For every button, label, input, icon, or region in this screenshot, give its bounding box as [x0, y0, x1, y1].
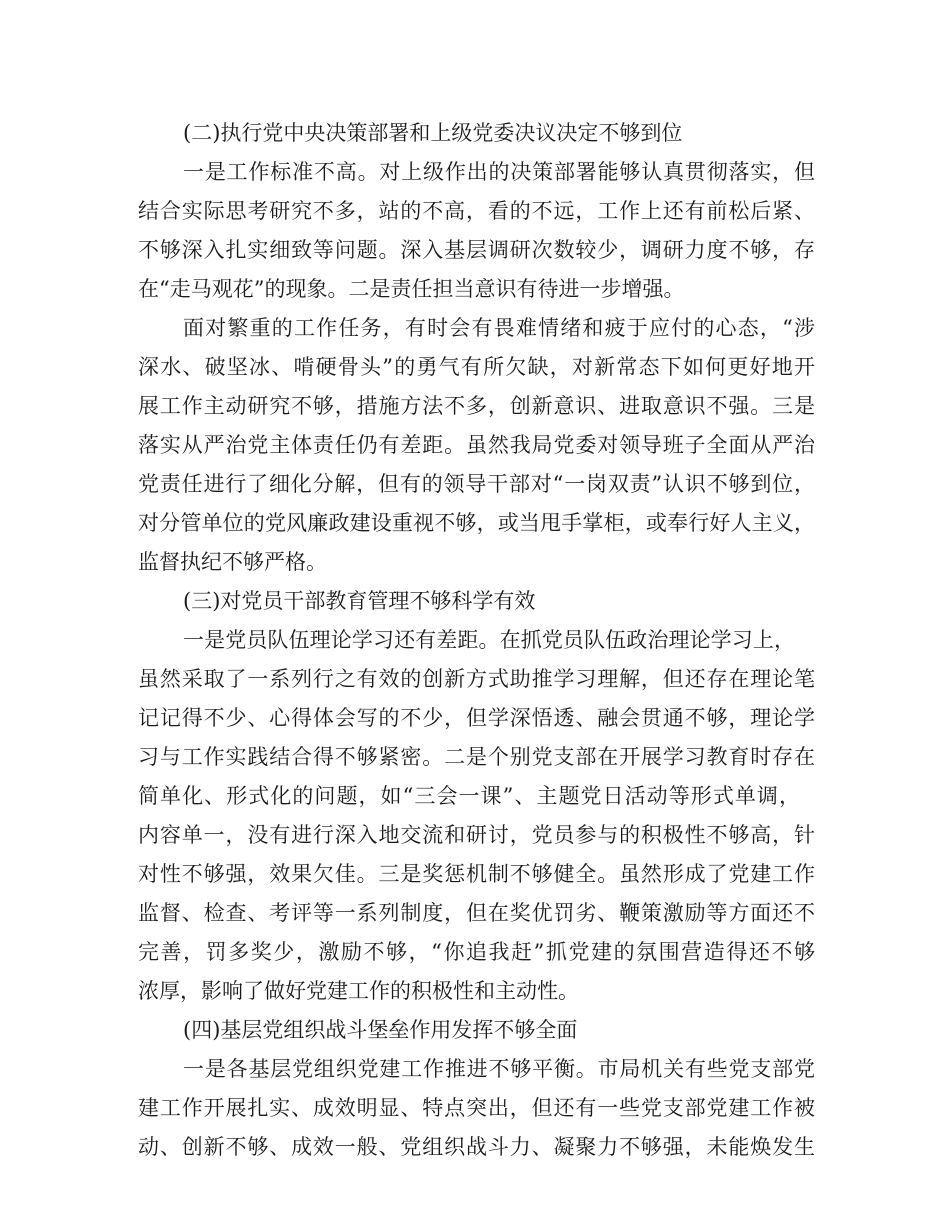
paragraph-line: 面对繁重的工作任务，有时会有畏难情绪和疲于应付的心态，“涉	[183, 316, 815, 340]
paragraph-line: 一是工作标准不高。对上级作出的决策部署能够认真贯彻落实，但	[183, 160, 815, 184]
paragraph-line: 虽然采取了一系列行之有效的创新方式助推学习理解，但还存在理论笔	[138, 667, 815, 691]
paragraph-line: 浓厚，影响了做好党建工作的积极性和主动性。	[138, 979, 579, 1003]
paragraph-line: 党责任进行了细化分解，但有的领导干部对“一岗双责”认识不够到位，	[138, 472, 815, 496]
paragraph-line: 简单化、形式化的问题，如“三会一课”、主题党日活动等形式单调，	[138, 784, 800, 808]
paragraph-line: 展工作主动研究不够，措施方法不多，创新意识、进取意识不强。三是	[138, 394, 815, 418]
paragraph-line: 完善，罚多奖少，激励不够，“你追我赶”抓党建的氛围营造得还不够	[138, 940, 815, 964]
paragraph-line: 记记得不少、心得体会写的不少，但学深悟透、融会贯通不够，理论学	[138, 706, 815, 730]
section-heading-4: (四)基层党组织战斗堡垒作用发挥不够全面	[183, 1018, 578, 1042]
paragraph-line: 习与工作实践结合得不够紧密。二是个别党支部在开展学习教育时存在	[138, 745, 815, 769]
paragraph-line: 建工作开展扎实、成效明显、特点突出，但还有一些党支部党建工作被	[138, 1096, 815, 1120]
paragraph-line: 监督、检查、考评等一系列制度，但在奖优罚劣、鞭策激励等方面还不	[138, 901, 815, 925]
paragraph-line: 一是各基层党组织党建工作推进不够平衡。市局机关有些党支部党	[183, 1057, 815, 1081]
paragraph-line: 结合实际思考研究不多，站的不高，看的不远，工作上还有前松后紧、	[138, 199, 815, 223]
paragraph-line: 内容单一，没有进行深入地交流和研讨，党员参与的积极性不够高，针	[138, 823, 815, 847]
section-heading-2: (二)执行党中央决策部署和上级党委决议决定不够到位	[183, 121, 683, 145]
paragraph-line: 一是党员队伍理论学习还有差距。在抓党员队伍政治理论学习上，	[183, 628, 795, 652]
paragraph-line: 监督执纪不够严格。	[138, 550, 327, 574]
paragraph-line: 对分管单位的党风廉政建设重视不够，或当甩手掌柜，或奉行好人主义，	[138, 511, 815, 535]
paragraph-line: 在“走马观花”的现象。二是责任担当意识有待进一步增强。	[138, 277, 685, 301]
section-heading-3: (三)对党员干部教育管理不够科学有效	[183, 589, 536, 613]
paragraph-line: 对性不够强，效果欠佳。三是奖惩机制不够健全。虽然形成了党建工作	[138, 862, 815, 886]
paragraph-line: 不够深入扎实细致等问题。深入基层调研次数较少，调研力度不够，存	[138, 238, 815, 262]
paragraph-line: 深水、破坚冰、啃硬骨头”的勇气有所欠缺，对新常态下如何更好地开	[138, 355, 815, 379]
paragraph-line: 动、创新不够、成效一般、党组织战斗力、凝聚力不够强，未能焕发生	[138, 1135, 815, 1159]
paragraph-line: 落实从严治党主体责任仍有差距。虽然我局党委对领导班子全面从严治	[138, 433, 815, 457]
